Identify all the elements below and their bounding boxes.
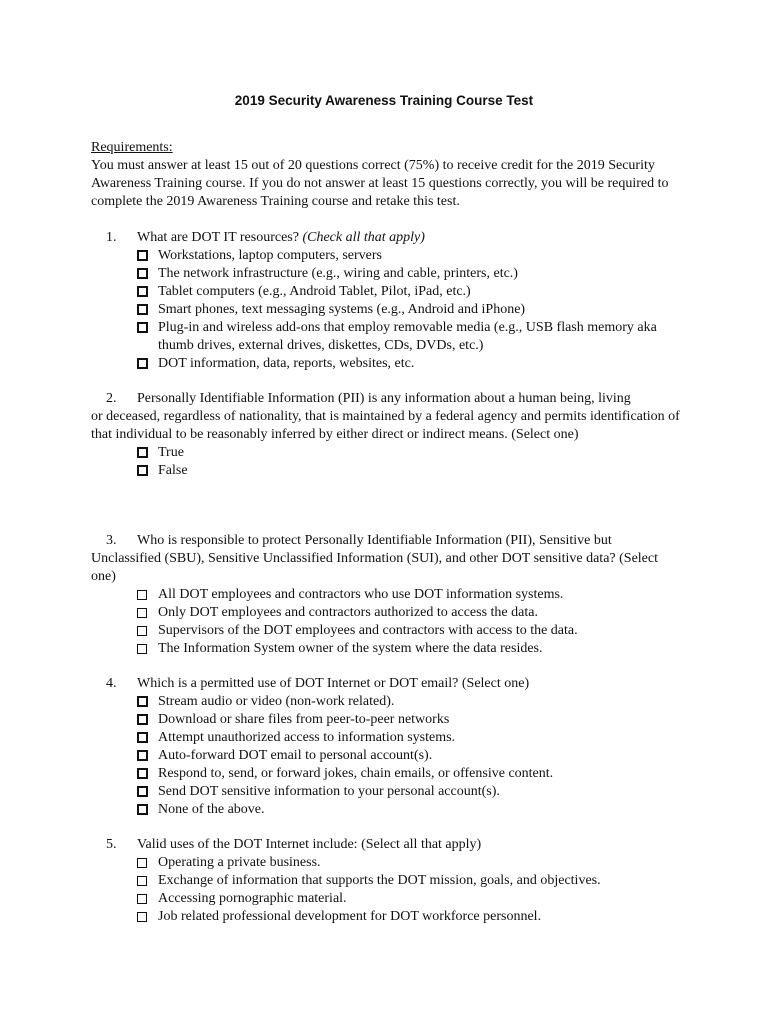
option-item[interactable] [91, 586, 681, 604]
option-item[interactable] [91, 711, 681, 729]
checkbox-icon[interactable] [137, 447, 148, 458]
checkbox-icon[interactable] [137, 644, 147, 654]
option-item[interactable] [91, 444, 681, 462]
option-label: All DOT employees and contractors who use DOT information systems. [158, 587, 564, 602]
checkbox-icon[interactable] [137, 322, 148, 333]
option-label: Operating a private business. [158, 855, 321, 870]
checkbox-icon[interactable] [137, 358, 148, 369]
option-item[interactable] [91, 908, 681, 926]
question-1 [91, 229, 681, 373]
option-item[interactable] [91, 604, 681, 622]
checkbox-icon[interactable] [137, 750, 148, 761]
option-label: Stream audio or video (non-work related). [158, 694, 395, 709]
question-2 [91, 390, 681, 480]
page-title: 2019 Security Awareness Training Course Test [234, 93, 534, 108]
requirements-label: Requirements: [91, 140, 173, 155]
question-4 [91, 675, 681, 819]
option-item[interactable] [91, 872, 681, 890]
option-label: Smart phones, text messaging systems (e.g., Android and iPhone) [158, 302, 526, 317]
option-label: Respond to, send, or forward jokes, chain emails, or offensive content. [158, 766, 554, 781]
option-label: Job related professional development for DOT workforce personnel. [158, 909, 542, 924]
checkbox-icon[interactable] [137, 876, 147, 886]
checkbox-icon[interactable] [137, 912, 147, 922]
checkbox-icon[interactable] [137, 250, 148, 261]
option-label: The Information System owner of the system where the data resides. [158, 641, 543, 656]
checkbox-icon[interactable] [137, 768, 148, 779]
option-item[interactable] [91, 729, 681, 747]
option-list [91, 247, 681, 373]
checkbox-icon[interactable] [137, 696, 148, 707]
question-text-continued: Unclassified (SBU), Sensitive Unclassified Information (SUI), and other DOT sensitive data? (Select one) [91, 551, 658, 584]
option-label: False [158, 463, 188, 478]
option-item[interactable] [91, 801, 681, 819]
checkbox-icon[interactable] [137, 626, 147, 636]
checkbox-icon[interactable] [137, 608, 147, 618]
checkbox-icon[interactable] [137, 786, 148, 797]
checkbox-icon[interactable] [137, 304, 148, 315]
checkbox-icon[interactable] [137, 804, 148, 815]
checkbox-icon[interactable] [137, 894, 147, 904]
option-item[interactable] [91, 462, 681, 480]
option-label: Accessing pornographic material. [158, 891, 347, 906]
option-label: Send DOT sensitive information to your personal account(s). [158, 784, 500, 799]
option-item[interactable] [91, 747, 681, 765]
checkbox-icon[interactable] [137, 858, 147, 868]
requirements-text: You must answer at least 15 out of 20 questions correct (75%) to receive credit for the 2019 Security Awareness Training course. If you do not answer at least 15 questions correctly, you will be required to complete the 2019 Awareness Training course and retake this test. [91, 158, 669, 209]
option-label: Auto-forward DOT email to personal account(s). [158, 748, 433, 763]
checkbox-icon[interactable] [137, 732, 148, 743]
question-text-continued: or deceased, regardless of nationality, that is maintained by a federal agency and permits identification of that individual to be reasonably inferred by either direct or indirect means. (Select one) [91, 409, 680, 442]
checkbox-icon[interactable] [137, 590, 147, 600]
option-item[interactable] [91, 693, 681, 711]
option-item[interactable] [91, 319, 681, 355]
checkbox-icon[interactable] [137, 714, 148, 725]
option-item[interactable] [91, 622, 681, 640]
option-label: Only DOT employees and contractors authorized to access the data. [158, 605, 538, 620]
question-number: 2. [106, 391, 117, 406]
option-label: True [158, 445, 184, 460]
option-item[interactable] [91, 247, 681, 265]
option-label: Workstations, laptop computers, servers [158, 248, 382, 263]
option-item[interactable] [91, 355, 681, 373]
question-instruction: (Check all that apply) [302, 230, 425, 245]
checkbox-icon[interactable] [137, 286, 148, 297]
option-label: Plug-in and wireless add-ons that employ removable media (e.g., USB flash memory aka thumb drives, external drives, diskettes, CDs, DVDs, etc.) [158, 320, 657, 353]
option-item[interactable] [91, 854, 681, 872]
question-5 [91, 836, 681, 926]
option-item[interactable] [91, 283, 681, 301]
option-item[interactable] [91, 265, 681, 283]
question-number: 1. [106, 230, 117, 245]
option-item[interactable] [91, 783, 681, 801]
question-text: Personally Identifiable Information (PII) is any information about a human being, living [137, 391, 631, 406]
option-list [91, 586, 681, 658]
question-text: Who is responsible to protect Personally Identifiable Information (PII), Sensitive but [137, 533, 612, 548]
requirements-section [91, 139, 681, 211]
option-item[interactable] [91, 765, 681, 783]
option-list [91, 444, 681, 480]
option-item[interactable] [91, 890, 681, 908]
option-label: Tablet computers (e.g., Android Tablet, Pilot, iPad, etc.) [158, 284, 471, 299]
checkbox-icon[interactable] [137, 268, 148, 279]
option-label: Supervisors of the DOT employees and contractors with access to the data. [158, 623, 578, 638]
option-list [91, 693, 681, 819]
option-item[interactable] [91, 640, 681, 658]
question-number: 5. [106, 837, 117, 852]
option-list [91, 854, 681, 926]
question-text: What are DOT IT resources? [137, 230, 303, 245]
question-text: Which is a permitted use of DOT Internet or DOT email? (Select one) [137, 676, 530, 691]
option-label: Exchange of information that supports the DOT mission, goals, and objectives. [158, 873, 601, 888]
option-label: None of the above. [158, 802, 265, 817]
question-number: 4. [106, 676, 117, 691]
option-label: The network infrastructure (e.g., wiring and cable, printers, etc.) [158, 266, 518, 281]
question-3 [91, 532, 681, 658]
option-label: Attempt unauthorized access to information systems. [158, 730, 456, 745]
option-label: Download or share files from peer-to-peer networks [158, 712, 450, 727]
checkbox-icon[interactable] [137, 465, 148, 476]
question-number: 3. [106, 533, 117, 548]
option-item[interactable] [91, 301, 681, 319]
question-text: Valid uses of the DOT Internet include: (Select all that apply) [137, 837, 482, 852]
option-label: DOT information, data, reports, websites, etc. [158, 356, 415, 371]
